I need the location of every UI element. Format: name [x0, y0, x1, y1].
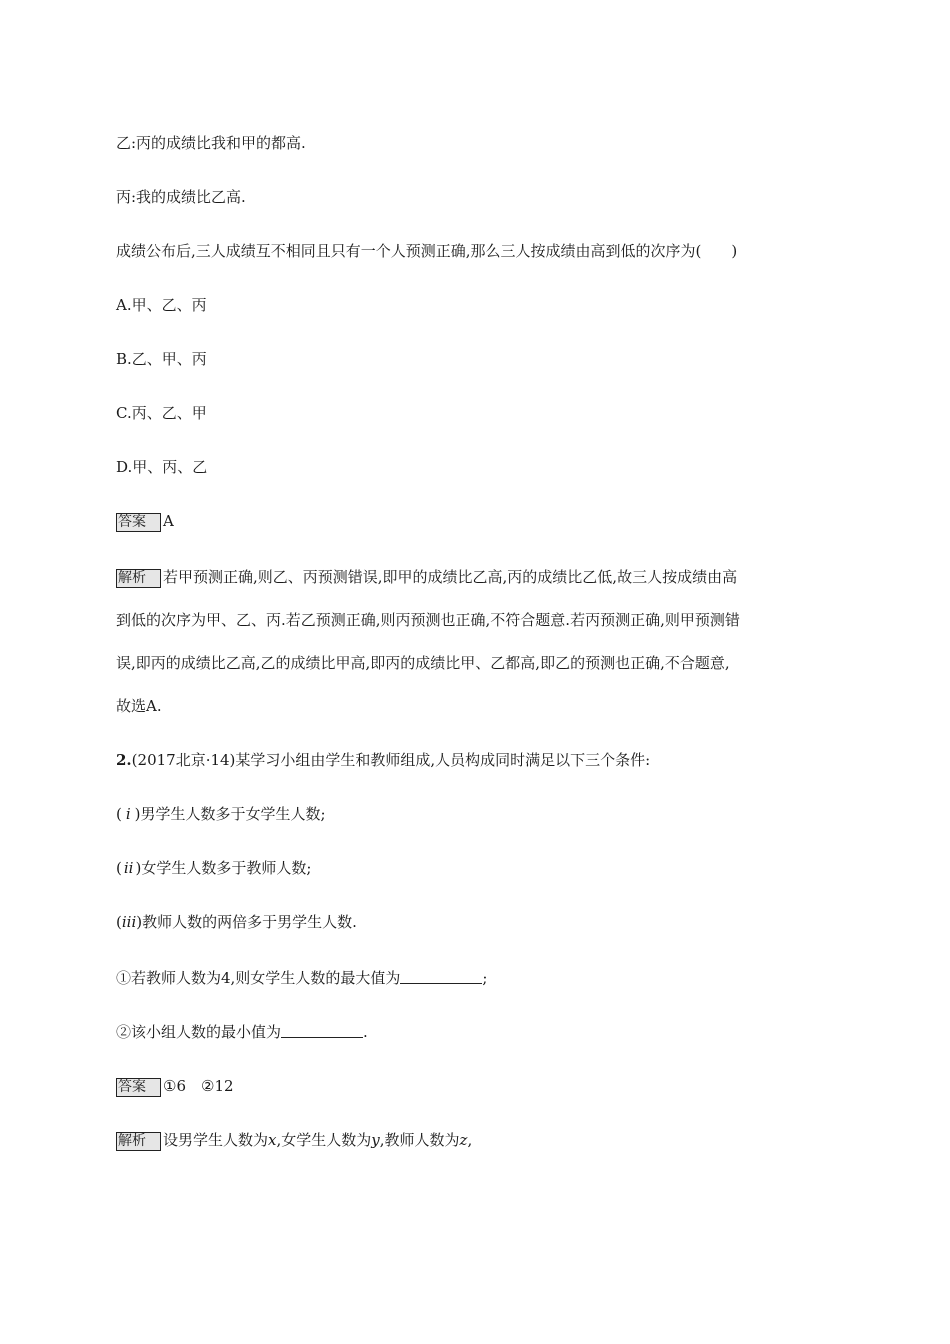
- answer-blank-1[interactable]: [400, 969, 482, 984]
- sub1-text: ①若教师人数为4,则女学生人数的最大值为: [116, 969, 401, 987]
- analysis-text: 设男学生人数为: [163, 1131, 269, 1149]
- question-2-text: (2017北京·14)某学习小组由学生和教师组成,人员构成同时满足以下三个条件:: [131, 751, 651, 769]
- analysis-tag: 解析: [116, 569, 161, 588]
- condition-i: [116, 804, 326, 824]
- variable-y: y: [371, 1131, 380, 1149]
- paren-close: ): [135, 859, 142, 877]
- answer-tag: 答案: [116, 513, 161, 532]
- paren-close: ): [134, 805, 141, 823]
- condition-text: 女学生人数多于教师人数;: [141, 859, 312, 877]
- statement-yi: 乙:丙的成绩比我和甲的都高.: [116, 134, 306, 152]
- option-c: C.丙、乙、甲: [116, 404, 207, 422]
- condition-text: 教师人数的两倍多于男学生人数.: [142, 913, 357, 931]
- condition-text: 男学生人数多于女学生人数;: [140, 805, 326, 823]
- q2-analysis: [116, 1130, 472, 1151]
- q1-analysis-line-4: 故选A.: [116, 697, 162, 715]
- question-2-stem: [116, 750, 650, 770]
- sub-question-1: [116, 968, 487, 988]
- q2-answer: [116, 1076, 234, 1097]
- roman-numeral: iii: [121, 913, 137, 931]
- q1-analysis-line-2: 到低的次序为甲、乙、丙.若乙预测正确,则丙预测也正确,不符合题意.若丙预测正确,则甲预测错: [116, 611, 740, 629]
- question-1-stem: 成绩公布后,三人成绩互不相同且只有一个人预测正确,那么三人按成绩由高到低的次序为( ): [116, 242, 738, 260]
- option-d: D.甲、丙、乙: [116, 458, 208, 476]
- sub2-text: ②该小组人数的最小值为: [116, 1023, 282, 1041]
- answer-value: A: [163, 512, 174, 530]
- q1-analysis-line-1: [116, 567, 737, 588]
- answer-blank-2[interactable]: [281, 1023, 363, 1038]
- option-b: B.乙、甲、丙: [116, 350, 207, 368]
- q1-answer: [116, 511, 174, 532]
- option-a: A.甲、乙、丙: [116, 296, 207, 314]
- answer-tag: 答案: [116, 1078, 161, 1097]
- condition-iii: [116, 912, 357, 932]
- analysis-tag: 解析: [116, 1132, 161, 1151]
- analysis-text: 若甲预测正确,则乙、丙预测错误,即甲的成绩比乙高,丙的成绩比乙低,故三人按成绩由高: [163, 568, 738, 586]
- analysis-text: ,教师人数为: [379, 1131, 460, 1149]
- paren-close: ): [136, 913, 143, 931]
- paren-open: (: [116, 805, 122, 823]
- statement-bing: 丙:我的成绩比乙高.: [116, 188, 246, 206]
- paren-open: (: [116, 913, 122, 931]
- q1-analysis-line-3: 误,即丙的成绩比乙高,乙的成绩比甲高,即丙的成绩比甲、乙都高,即乙的预测也正确,不合题意,: [116, 654, 730, 672]
- variable-x: x: [268, 1131, 277, 1149]
- sub-question-2: [116, 1022, 368, 1042]
- variable-z: z: [459, 1131, 468, 1149]
- analysis-text: ,: [467, 1131, 473, 1149]
- paren-open: (: [116, 859, 122, 877]
- sub1-punct: ;: [482, 969, 488, 987]
- condition-ii: [116, 858, 311, 878]
- answer-value: ①6 ②12: [163, 1077, 234, 1095]
- question-number: 2.: [116, 751, 132, 769]
- sub2-punct: .: [363, 1023, 368, 1041]
- roman-numeral: i: [125, 805, 131, 823]
- roman-numeral: ii: [123, 859, 134, 877]
- analysis-text: ,女学生人数为: [276, 1131, 372, 1149]
